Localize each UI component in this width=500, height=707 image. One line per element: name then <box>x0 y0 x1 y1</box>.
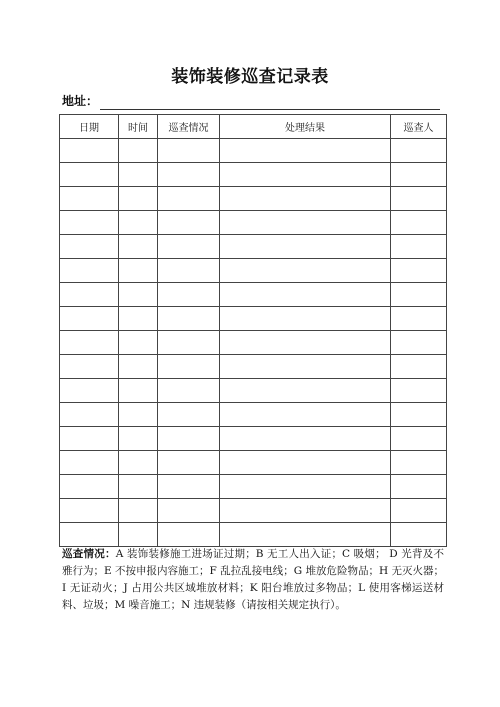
handling-result-cell[interactable] <box>220 499 391 523</box>
inspector-cell[interactable] <box>391 211 447 235</box>
notes-label: 巡查情况： <box>62 548 116 560</box>
time-cell[interactable] <box>119 163 158 187</box>
table-row <box>60 331 447 355</box>
handling-result-cell[interactable] <box>220 355 391 379</box>
date-cell[interactable] <box>60 139 119 163</box>
handling-result-cell[interactable] <box>220 139 391 163</box>
inspection-status-cell[interactable] <box>158 331 220 355</box>
date-cell[interactable] <box>60 307 119 331</box>
date-cell[interactable] <box>60 259 119 283</box>
table-row <box>60 475 447 499</box>
handling-result-cell[interactable] <box>220 307 391 331</box>
date-cell[interactable] <box>60 499 119 523</box>
time-cell[interactable] <box>119 451 158 475</box>
handling-result-cell[interactable] <box>220 379 391 403</box>
time-cell[interactable] <box>119 211 158 235</box>
date-cell[interactable] <box>60 187 119 211</box>
address-label: 地址： <box>62 94 99 108</box>
date-cell[interactable] <box>60 355 119 379</box>
inspection-status-cell[interactable] <box>158 379 220 403</box>
inspection-status-cell[interactable] <box>158 211 220 235</box>
table-row <box>60 403 447 427</box>
inspection-notes <box>62 546 444 614</box>
inspector-cell[interactable] <box>391 475 447 499</box>
table-row <box>60 499 447 523</box>
handling-result-cell[interactable] <box>220 403 391 427</box>
time-cell[interactable] <box>119 475 158 499</box>
header-date: 日期 <box>60 115 119 139</box>
inspection-status-cell[interactable] <box>158 235 220 259</box>
date-cell[interactable] <box>60 283 119 307</box>
date-cell[interactable] <box>60 523 119 547</box>
table-row <box>60 523 447 547</box>
address-row <box>62 92 440 110</box>
date-cell[interactable] <box>60 211 119 235</box>
table-row <box>60 427 447 451</box>
header-inspector: 巡查人 <box>391 115 447 139</box>
table-body <box>60 139 447 547</box>
handling-result-cell[interactable] <box>220 163 391 187</box>
date-cell[interactable] <box>60 475 119 499</box>
inspection-status-cell[interactable] <box>158 283 220 307</box>
table-row <box>60 259 447 283</box>
inspector-cell[interactable] <box>391 259 447 283</box>
table-row <box>60 451 447 475</box>
notes-text: A 装饰装修施工进场证过期；B 无工人出入证；C 吸烟； D 光背及不雅行为；E 不按申报内容施工；F 乱拉乱接电线；G 堆放危险物品；H 无灭火器；I 无证动火；J 占用公共区域堆放材料；K 阳台堆放过多物品；L 使用客梯运送材料、垃圾；M 噪音施工；N 违规装修（请按相关规定执行）。 <box>62 548 444 611</box>
inspector-cell[interactable] <box>391 283 447 307</box>
handling-result-cell[interactable] <box>220 451 391 475</box>
inspector-cell[interactable] <box>391 451 447 475</box>
inspector-cell[interactable] <box>391 163 447 187</box>
table-row <box>60 355 447 379</box>
inspector-cell[interactable] <box>391 307 447 331</box>
time-cell[interactable] <box>119 139 158 163</box>
inspector-cell[interactable] <box>391 427 447 451</box>
inspector-cell[interactable] <box>391 355 447 379</box>
time-cell[interactable] <box>119 403 158 427</box>
inspector-cell[interactable] <box>391 499 447 523</box>
handling-result-cell[interactable] <box>220 475 391 499</box>
inspection-status-cell[interactable] <box>158 355 220 379</box>
handling-result-cell[interactable] <box>220 331 391 355</box>
header-handling-result: 处理结果 <box>220 115 391 139</box>
time-cell[interactable] <box>119 331 158 355</box>
inspection-status-cell[interactable] <box>158 187 220 211</box>
table-row <box>60 187 447 211</box>
inspector-cell[interactable] <box>391 331 447 355</box>
table-row <box>60 235 447 259</box>
time-cell[interactable] <box>119 259 158 283</box>
inspection-status-cell[interactable] <box>158 523 220 547</box>
handling-result-cell[interactable] <box>220 283 391 307</box>
inspection-status-cell[interactable] <box>158 139 220 163</box>
inspection-status-cell[interactable] <box>158 475 220 499</box>
handling-result-cell[interactable] <box>220 211 391 235</box>
time-cell[interactable] <box>119 499 158 523</box>
header-time: 时间 <box>119 115 158 139</box>
table-header-row <box>60 115 447 139</box>
time-cell[interactable] <box>119 187 158 211</box>
date-cell[interactable] <box>60 427 119 451</box>
date-cell[interactable] <box>60 451 119 475</box>
inspector-cell[interactable] <box>391 187 447 211</box>
time-cell[interactable] <box>119 307 158 331</box>
header-inspection-status: 巡查情况 <box>158 115 220 139</box>
date-cell[interactable] <box>60 235 119 259</box>
table-row <box>60 163 447 187</box>
handling-result-cell[interactable] <box>220 235 391 259</box>
handling-result-cell[interactable] <box>220 523 391 547</box>
table-row <box>60 379 447 403</box>
date-cell[interactable] <box>60 163 119 187</box>
date-cell[interactable] <box>60 379 119 403</box>
inspector-cell[interactable] <box>391 379 447 403</box>
inspector-cell[interactable] <box>391 139 447 163</box>
address-field[interactable] <box>100 95 440 110</box>
inspection-status-cell[interactable] <box>158 259 220 283</box>
table-row <box>60 211 447 235</box>
time-cell[interactable] <box>119 235 158 259</box>
inspection-status-cell[interactable] <box>158 451 220 475</box>
table-row <box>60 307 447 331</box>
handling-result-cell[interactable] <box>220 259 391 283</box>
date-cell[interactable] <box>60 403 119 427</box>
table-row <box>60 139 447 163</box>
date-cell[interactable] <box>60 331 119 355</box>
handling-result-cell[interactable] <box>220 427 391 451</box>
inspection-status-cell[interactable] <box>158 307 220 331</box>
time-cell[interactable] <box>119 379 158 403</box>
time-cell[interactable] <box>119 523 158 547</box>
time-cell[interactable] <box>119 427 158 451</box>
inspector-cell[interactable] <box>391 523 447 547</box>
time-cell[interactable] <box>119 355 158 379</box>
inspection-status-cell[interactable] <box>158 403 220 427</box>
handling-result-cell[interactable] <box>220 187 391 211</box>
inspection-status-cell[interactable] <box>158 163 220 187</box>
inspection-status-cell[interactable] <box>158 427 220 451</box>
inspector-cell[interactable] <box>391 403 447 427</box>
page-title: 装饰装修巡查记录表 <box>171 67 329 87</box>
time-cell[interactable] <box>119 283 158 307</box>
table-row <box>60 283 447 307</box>
inspection-status-cell[interactable] <box>158 499 220 523</box>
inspector-cell[interactable] <box>391 235 447 259</box>
inspection-table <box>59 114 447 547</box>
